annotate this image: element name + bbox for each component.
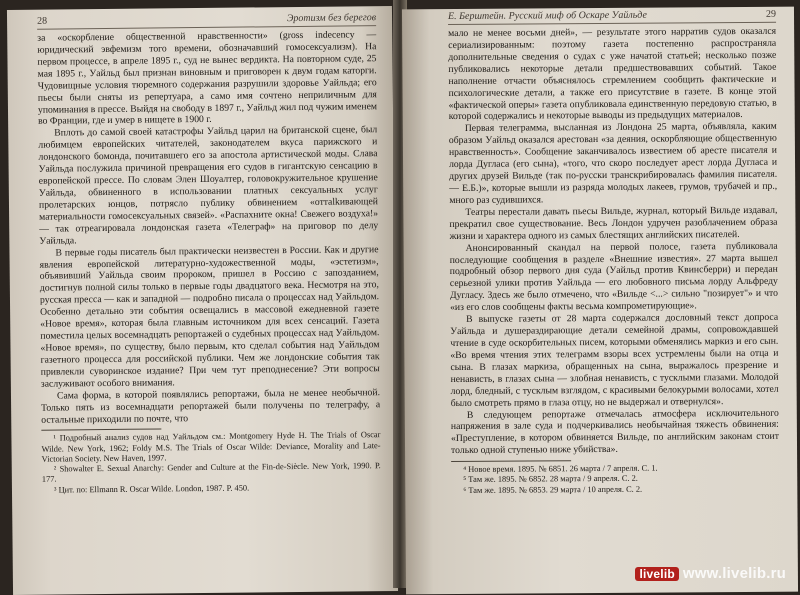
left-footnote: ² Showalter E. Sexual Anarchy: Gender and Culture at the Fin-de-Siècle. New York, 1990. P. 177. bbox=[41, 461, 381, 485]
right-paragraph: В выпуске газеты от 28 марта содержался дословный текст допроса Уайльда и душераздирающие детали семейной драмы, сопровождавшей чтение в суде оскорбительных писем, которыми обменялись маркиз и его сын. «Во время чтения этих телеграмм взоры всех устремлены были на отца и сына. В глазах маркиза, обращенных на сына, выражалось презрение и ненависть, в глазах сына — злобная ненависть, с тусклыми глазами. Молодой лорд, бледный, с тусклым взглядом, с красивыми белокурыми волосами, хотел было смотреть прямо в глаза отцу, но не выдержал и отвернулся». bbox=[450, 311, 779, 409]
right-running-title: Е. Берштейн. Русский миф об Оскаре Уайльде bbox=[447, 9, 647, 23]
footnote-rule bbox=[41, 429, 161, 431]
footnote-rule bbox=[451, 460, 571, 462]
right-page-number: 29 bbox=[765, 8, 777, 20]
watermark-badge: livelib bbox=[635, 567, 678, 581]
left-page-header bbox=[37, 12, 376, 30]
site-watermark bbox=[635, 565, 786, 582]
right-page-header bbox=[448, 9, 776, 25]
right-paragraph: В следующем репортаже отмечалась атмосфера исключительного напряжения в зале суда и подчеркивались необычайная тяжесть обвинения: «Преступление, в котором обвиняется Вильде, по английским законам стоит только одной ступенью ниже убийства». bbox=[450, 407, 779, 457]
left-page-number: 28 bbox=[37, 15, 48, 27]
right-paragraph: мало не менее восьми дней», — результате этого нарратив судов оказался сериализированным: поэтому газета постепенно распространяла дополнительные сведения о судах с уже начатой статьей; несколько позже публиковались некоторые детали предшествовавших событий. Такое наполнение отчасти объяснялось стремлением сообщить фактические и психологические детали, а также его присутствие в газете. В конце этой «фактической оперы» газета опубликовала единственную передовую статью, в которой содержались и некоторые выводы из предыдущих материалов. bbox=[448, 25, 777, 123]
left-paragraph: за «оскорбление общественной нравственности» (gross indecency — юридический эвфемизм того времени, обозначавший гомосексуализм). На первом процессе, в апреле 1895 г., суд не вынес вердикта. На повторном суде, 25 мая 1895 г., Уайльд был признан виновным и приговорен к двум годам каторги. Чудовищные условия тюремного содержания разрушили здоровье Уайльда; его пьесы были сняты из репертуара, а само имя сочтено неприличным для упоминания в прессе. Выйдя на свободу в 1897 г., Уайльд жил под чужим именем во Франции, где и умер в нищете в 1900 г. bbox=[37, 29, 378, 128]
left-footnote: ¹ Подробный анализ судов над Уайльдом см.: Montgomery Hyde H. The Trials of Oscar Wilde. New York, 1962; Foldy M.S. The Trials of Oscar Wilde: Deviance, Morality and Late-Victorian Society. New Haven, 1997. bbox=[41, 430, 381, 464]
right-footnote: ⁵ Там же. 1895. № 6852. 28 марта / 9 апреля. С. 2. bbox=[463, 474, 638, 485]
left-footnote: ³ Цит. по: Ellmann R. Oscar Wilde. London, 1987. P. 450. bbox=[53, 483, 250, 495]
watermark-text: www.livelib.ru bbox=[682, 565, 786, 582]
left-page bbox=[7, 6, 398, 595]
left-paragraph: Вплоть до самой своей катастрофы Уайльд царил на британской сцене, был любимцем европейских читателей, законодателем вкуса парижского и лондонского бомонда, почитавшего его за апостола артистической моды. Слава Уайльда послужила причиной превращения его судов в гигантскую сенсацию в европейской прессе. По словам Элен Шоуалтер, головокружительное крушение Уайльда, обвиненного в использовании платных сексуальных услуг пролетарских юнцов, потрясло публику обвинением «оттalkивающей материальности гомосексуальных связей». «Распахните окна! Свежего воздуха!» — так отреагировала лондонская газета «Телеграф» на приговор по делу Уайльда. bbox=[38, 124, 379, 247]
right-footnote: ⁴ Новое время. 1895. № 6851. 26 марта / 7 апреля. С. 1. bbox=[463, 463, 658, 475]
left-paragraph: В первые годы писатель был практически неизвестен в России. Как и другие явления европейской литературно-художественной моды, «эстетизм», объявивший Уайльда своим пророком, пришел в Россию с запозданием, достигнув полной силы только в первые годы двадцатого века. Несмотря на это, русская пресса — как и западной — подробно писала о процессах над Уайльдом. Особенно детально эти события освещались в массовой ежедневной газете «Новое время», которая была главным источником для всех сенсаций. Газета поместила целых восемнадцать репортажей о судебных процессах над Уайльдом. «Новое время», по существу, было первым, кто сделал события над Уайльдом газетного процесса для российской публики. Чем же лондонские события так привлекли суворинское издание? При чем тут преподнесение? Эти вопросы заслуживают особого внимания. bbox=[39, 243, 380, 390]
right-footnote: ⁶ Там же. 1895. № 6853. 29 марта / 10 апреля. С. 2. bbox=[463, 484, 643, 495]
left-running-title: Эротизм без берегов bbox=[286, 12, 377, 25]
right-paragraph: Театры перестали давать пьесы Вильде, журнал, который Вильде издавал, прекратил свое существование. Весь Лондон удручен разоблачением образа жизни и характера одного из самых блестящих английских писателей. bbox=[449, 204, 778, 242]
right-paragraph: Первая телеграмма, высланная из Лондона 25 марта, объявляла, каким образом Уайльд оказался арестован «за деяния, оскорбляющие общественную нравственность». Сообщение заканчивалось известием об аресте писателя и лорда Дугласа (его сына), «того, что скоро последует арест лорда Дугласа и других друзей Вильде (так по-русски транскрибировалась фамилия писателя. — Е.Б.)», которые вышли из разряда молодых лакеев, грумов, трубачей и пр., много раз судившихся. bbox=[448, 121, 778, 206]
left-paragraph: Сама форма, в которой появлялись репортажи, была не менее необычной. Только пять из восемнадцати репортажей были получены по телеграфу, а остальные приходили по почте, что bbox=[41, 386, 381, 426]
right-paragraph: Анонсированный скандал на первой полосе, газета публиковала последующие сообщения в разделе «Внешние известия». 27 марта вышел подробный обзор первого дня суда (Уайльд против Квинсберри) и передан серьезной улики против Уайльда — его любовного письма лорду Альфреду Дугласу. Здесь же было отмечено, что «Вильде <...> сильно "позирует"» и что «из его слов сообщены факты весьма компрометирующие». bbox=[449, 240, 778, 314]
right-page bbox=[402, 7, 798, 595]
